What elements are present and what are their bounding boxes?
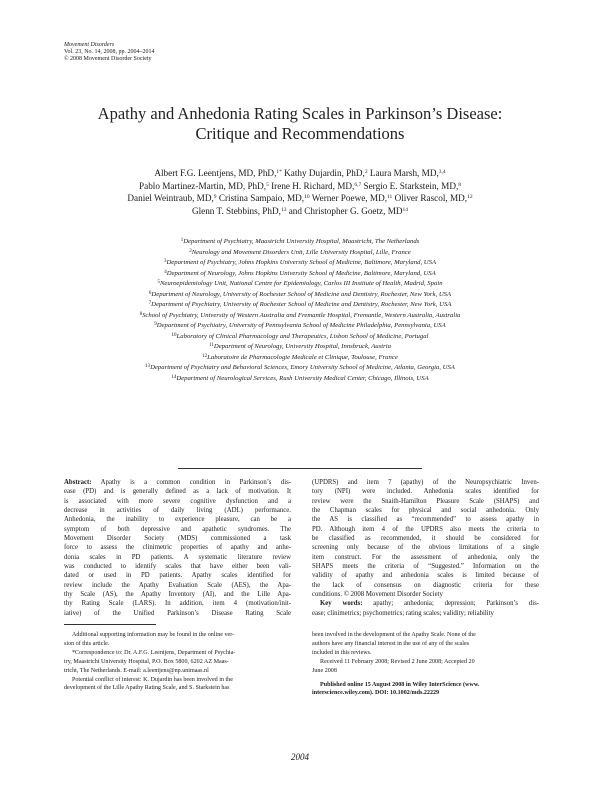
affiliation [40, 311, 560, 322]
abstract-text: Apathy is a common condition in Parkinson’s dis- [91, 479, 291, 486]
affiliation-text: Department of Neurology, Johns Hopkins University School of Medicine, Baltimore, Maryland, USA [166, 269, 436, 277]
abstract-line: be classified as recommended, it should be considered for [312, 535, 539, 543]
affiliation-text: School of Psychiatry, University of Western Australia and Fremantle Hospital, Fremantle, Western Australia, Australia [142, 311, 461, 319]
abstract-line [64, 534, 291, 543]
keywords-label: Key words: [320, 600, 363, 608]
journal-copyright: © 2008 Movement Disorder Society [64, 56, 152, 62]
abstract-text: thy Scale (AS), the Apathy Inventory (AI), and the Lille Apa- [64, 591, 291, 599]
abstract-line: (UPDRS) and item 7 (apathy) of the Neuropsychiatric Inven- [312, 479, 539, 486]
affiliation-number: 10 [171, 332, 177, 338]
affiliation [40, 342, 560, 353]
published-line: Published online 15 August 2008 in Wiley InterScience (www. [320, 681, 480, 688]
footnote-line: included in this reviews. [312, 649, 372, 656]
abstract-line [64, 609, 291, 618]
affiliation-text: Department of Psychiatry, University of Rochester School of Medicine and Dentistry, Rochester, New York, USA [151, 301, 452, 308]
abstract-text: iative) of the Unified Parkinson’s Disease Rating Scale [64, 609, 291, 617]
abstract-line: review were the Snaith-Hamilton Pleasure Scale (SHAPS) and [312, 497, 539, 505]
author-name: Werner Poewe, MD, [309, 193, 387, 203]
footnote-line: development of the Lille Apathy Rating Scale, and S. Starkstein has [64, 685, 230, 692]
abstract-line [64, 515, 291, 524]
affiliation-number: 6 [148, 290, 152, 296]
affiliation-text: Department of Psychiatry, Maastricht University Hospital, Maastricht, The Netherlands [183, 238, 420, 245]
affiliation [40, 258, 560, 269]
author-name: and Christopher G. Goetz, MD [286, 205, 403, 216]
affiliation-number: 8 [139, 311, 143, 317]
footnote-line: *Correspondence to: Dr. A.F.G. Leentjens, Department of Psychia- [72, 649, 236, 656]
affiliation-text: Neurology and Movement Disorders Unit, Lille University Hospital, Lille, France [191, 248, 411, 256]
author-line [40, 192, 560, 205]
affiliation-number: 4 [164, 269, 167, 275]
affiliation [40, 374, 560, 385]
affiliation [40, 363, 560, 374]
affiliation-text: Laboratory of Clinical Pharmacology and Therapeutics, Lisbon School of Medicine, Portugal [176, 332, 429, 340]
affiliation-list [40, 237, 560, 384]
author-name: Oliver Rascol, MD, [392, 193, 468, 203]
abstract-line: conditions. © 2008 Movement Disorder Society [312, 591, 443, 599]
affiliation [40, 321, 560, 332]
abstract-line [64, 478, 291, 487]
abstract-line [64, 590, 291, 599]
affiliation [40, 248, 560, 259]
abstract-text: was conducted to identify scales that have either been vali- [64, 563, 291, 571]
author-line [40, 167, 560, 180]
abstract-line: validity of apathy and anhedonia scales is limited because of [312, 572, 539, 580]
affiliation-text: Department of Psychiatry and Behavioral Sciences, Emory University School of Medicine, Atlanta, Georgia, USA [150, 364, 455, 371]
author-name: Glenn T. Stebbins, PhD, [191, 205, 281, 216]
footnote-line: authors have any financial interest in the use of any of the scales [312, 640, 470, 647]
author-superscript: 9 [213, 194, 217, 200]
journal-name: Movement Disorders [64, 42, 115, 48]
abstract-line [64, 497, 291, 506]
abstract-line [64, 562, 291, 571]
affiliation-number: 12 [202, 353, 208, 359]
author-name: Pablo Martinez-Martin, MD, PhD, [139, 180, 267, 191]
abstract-line [64, 599, 291, 608]
footnote-line: try, Maastricht University Hospital, P.O. Box 5800, 6202 AZ Maas- [64, 658, 229, 665]
abstract-line [64, 506, 291, 515]
author-line [40, 180, 560, 193]
abstract-text: force to assess the clinimetric properties of apathy and anhe- [64, 544, 291, 552]
author-name: Sergio E. Starkstein, MD, [361, 180, 459, 191]
page-number: 2004 [291, 752, 309, 762]
paper-title [40, 104, 560, 144]
footnote-line: Additional supporting information may be found in the online ver- [72, 632, 235, 638]
abstract-line: the lack of consensus on diagnostic criteria for these [312, 581, 539, 589]
abstract-line: screening only because of the obvious limitations of a single [312, 544, 539, 552]
affiliation-number: 2 [189, 248, 192, 254]
author-superscript: 3,4 [438, 169, 446, 175]
journal-header [64, 42, 155, 63]
title-line-2: Critique and Recommendations [195, 124, 405, 143]
abstract-label: Abstract: [64, 479, 92, 486]
author-list [40, 167, 560, 217]
author-superscript: 12 [467, 194, 473, 200]
abstract-line [64, 487, 291, 496]
abstract-text: donia scales in PD patients. A systematic literature review [64, 553, 291, 561]
affiliation-number: 1 [180, 238, 184, 243]
affiliation-text: Department of Psychiatry, University of Pennsylvania School of Medicine Philadelphia, Pennsylvania, USA [156, 322, 446, 329]
footnote-divider [64, 624, 156, 625]
author-superscript: 8 [458, 181, 461, 188]
affiliation-text: Department of Neurology, University of Rochester School of Medicine and Dentistry, Rochester, New York, USA [151, 290, 452, 298]
footnote-line: sion of this article. [64, 640, 110, 647]
footnotes-left [64, 631, 291, 693]
footnote-line: been involved in the development of the Apathy Scale. None of the [312, 632, 476, 638]
affiliation [40, 332, 560, 343]
abstract-line: item construct. For the assessment of anhedonia, only the [312, 553, 539, 561]
abstract-line [64, 553, 291, 562]
abstract-text: review include the Apathy Evaluation Scale (AES), the Apa- [64, 581, 291, 589]
keywords-line [312, 609, 539, 618]
affiliation-text: Laboratoire de Pharmacologie Medicale et Clinique, Toulouse, France [207, 353, 398, 361]
affiliation-number: 11 [209, 343, 214, 348]
affiliation-number: 5 [157, 280, 160, 285]
abstract-text: thy Rating Scale (LARS). In addition, item 4 (motivation/init- [64, 600, 291, 608]
footnote-line: Received 11 February 2008; Revised 2 June 2008; Accepted 20 [320, 658, 475, 665]
footnote-line: June 2008 [312, 667, 337, 674]
keywords-line [312, 599, 539, 608]
abstract-line: PD. Although item 4 of the UPDRS also meets the criteria to [312, 525, 539, 533]
abstract-line [64, 581, 291, 590]
affiliation-number: 7 [148, 301, 152, 306]
affiliation-number: 3 [163, 259, 167, 264]
author-superscript: 13 [280, 206, 287, 213]
abstract-text: is associated with more severe cognitive dysfunction and a [64, 497, 291, 505]
affiliation-number: 13 [145, 364, 151, 369]
footnotes-right [312, 631, 539, 698]
author-superscript: 11 [387, 194, 393, 200]
author-line [40, 205, 560, 218]
abstract-text: decrease in activities of daily living (ADL) performance. [64, 507, 291, 515]
affiliation-text: Department of Neurological Services, Rush University Medical Center, Chicago, Illinois, USA [176, 374, 429, 382]
author-superscript: 10 [304, 194, 310, 200]
abstract-line: the AS is classified as “recommended” to assess apathy in [312, 516, 539, 524]
footnote-line: Potential conflict of interest: K. Dujardin has been involved in the [72, 676, 233, 683]
keywords-text: ease; clinimetrics; psychometrics; rating scales; validity; reliability [312, 609, 494, 617]
abstract-line [64, 571, 291, 580]
doi-line: interscience.wiley.com). DOI: 10.1002/mds.22229 [312, 690, 440, 697]
abstract-line: the Chapman scales for physical and social anhedonia. Only [312, 507, 539, 515]
affiliation [40, 237, 560, 248]
author-superscript: 1* [276, 169, 282, 175]
abstract-line: SHAPS meets the criteria of “Suggested.” Information on the [312, 563, 539, 571]
affiliation [40, 279, 560, 290]
author-name: Irene H. Richard, MD, [268, 180, 355, 191]
affiliation-text: Neuroepidemiology Unit, National Centre for Epidemiology, Carlos III Institute of Health, Madrid, Spain [159, 280, 443, 287]
author-name: Albert F.G. Leentjens, MD, PhD, [154, 168, 277, 178]
journal-volume: Vol. 23, No. 14, 2008, pp. 2004–2014 [64, 49, 155, 55]
author-superscript: 2 [364, 169, 368, 175]
affiliation-number: 14 [171, 374, 177, 380]
author-name: Cristina Sampaio, MD, [216, 193, 305, 203]
affiliation [40, 269, 560, 280]
abstract-text: ease (PD) and is generally defined as a lack of motivation. It [64, 488, 291, 496]
affiliation [40, 300, 560, 311]
affiliation [40, 353, 560, 364]
abstract-line [64, 525, 291, 534]
footnote-line: tricht, The Netherlands. E-mail: a.leentjens@np.unimaas.nl [64, 667, 209, 674]
author-superscript: 5 [266, 181, 269, 188]
abstract-right-column [312, 478, 539, 618]
affiliation [40, 290, 560, 301]
affiliation-text: Department of Neurology, University Hospital, Innsbruck, Austria [213, 343, 391, 350]
affiliation-number: 9 [154, 322, 157, 327]
author-name: Kathy Dujardin, PhD, [281, 168, 365, 178]
abstract-line [64, 543, 291, 552]
author-name: Daniel Weintraub, MD, [127, 193, 214, 203]
abstract-text: Movement Disorder Society (MDS) commissioned a task [64, 535, 291, 543]
abstract-text: symptom of both depressive and apathetic syndromes. The [64, 525, 291, 533]
author-name: Laura Marsh, MD, [367, 168, 439, 178]
abstract-divider [178, 468, 422, 469]
author-superscript: 14 [402, 206, 409, 213]
author-superscript: 6,7 [354, 181, 362, 188]
abstract-text: dated or used in PD patients. Apathy scales identified for [64, 572, 291, 580]
keywords-text: apathy; anhedonia; depression; Parkinson’s dis- [362, 600, 539, 608]
abstract-text: Anhedonia, the inability to experience pleasure, can be a [64, 516, 291, 524]
abstract-line: tory (NPI) were included. Anhedonia scales identified for [312, 488, 539, 496]
affiliation-text: Department of Psychiatry, Johns Hopkins University School of Medicine, Baltimore, Maryland, USA [166, 259, 437, 266]
abstract-left-column [64, 478, 291, 618]
title-line-1: Apathy and Anhedonia Rating Scales in Parkinson’s Disease: [97, 104, 503, 123]
